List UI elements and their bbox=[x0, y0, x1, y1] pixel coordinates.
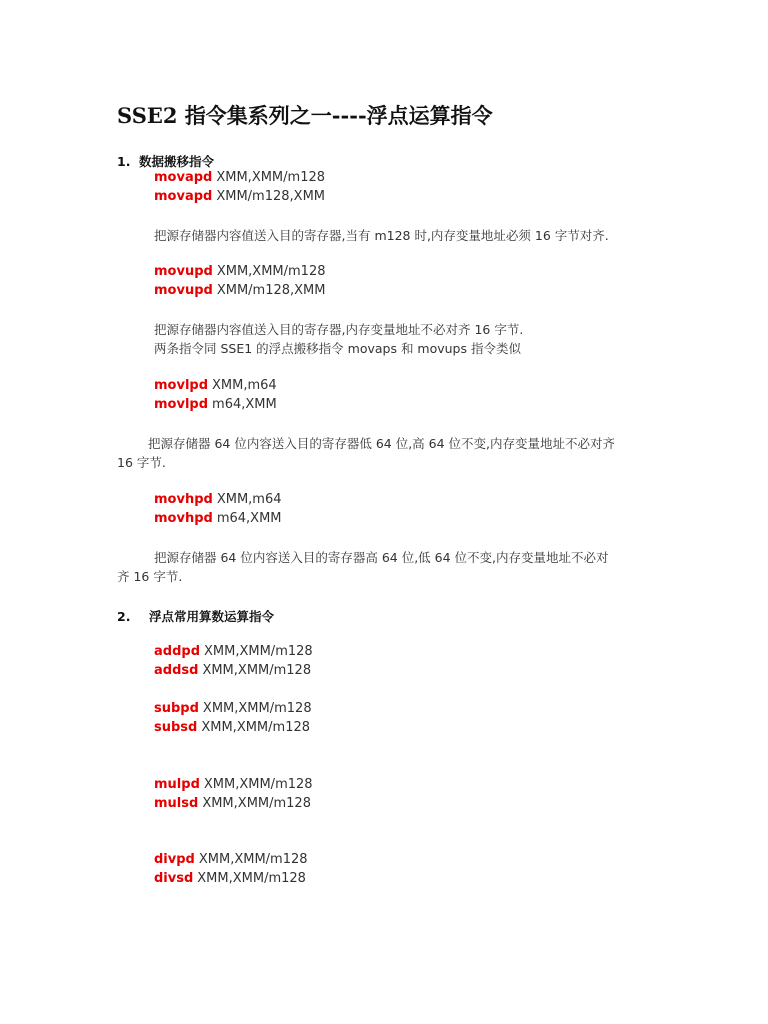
instruction-line-movhpd-2 bbox=[154, 511, 282, 526]
instruction-line-movhpd-1 bbox=[154, 492, 282, 507]
instruction-line-movupd-2 bbox=[154, 283, 326, 298]
instruction-operands: XMM,XMM/m128 bbox=[202, 796, 311, 811]
instruction-opcode: mulsd bbox=[154, 796, 199, 811]
instruction-opcode: movhpd bbox=[154, 492, 213, 507]
description-movupd-line-2: 两条指令同 SSE1 的浮点搬移指令 movaps 和 movups 指令类似 bbox=[154, 341, 521, 356]
instruction-opcode: movapd bbox=[154, 170, 213, 185]
description-movlpd-line-2: 16 字节. bbox=[117, 455, 166, 470]
description-movlpd-line-1: 把源存储器 64 位内容送入目的寄存器低 64 位,高 64 位不变,内存变量地址不必对齐 bbox=[148, 436, 616, 451]
instruction-operands: m64,XMM bbox=[216, 511, 282, 526]
instruction-opcode: divpd bbox=[154, 852, 195, 867]
page-title: SSE2 指令集系列之一----浮点运算指令 bbox=[117, 103, 493, 128]
instruction-opcode: movhpd bbox=[154, 511, 213, 526]
instruction-operands: XMM,XMM/m128 bbox=[203, 777, 313, 792]
instruction-operands: XMM,XMM/m128 bbox=[201, 720, 311, 735]
instruction-operands: XMM,m64 bbox=[212, 378, 277, 393]
instruction-opcode: movlpd bbox=[154, 378, 209, 393]
instruction-operands: m64,XMM bbox=[212, 397, 277, 412]
instruction-line-movlpd-1 bbox=[154, 378, 277, 393]
section-2-label: 浮点常用算数运算指令 bbox=[149, 609, 275, 624]
section-2-heading bbox=[117, 607, 274, 625]
instruction-line-mulsd bbox=[154, 796, 311, 811]
instruction-line-mulpd bbox=[154, 777, 313, 792]
section-1-heading bbox=[117, 152, 214, 170]
instruction-line-movupd-1 bbox=[154, 264, 326, 279]
instruction-opcode: mulpd bbox=[154, 777, 200, 792]
instruction-line-addpd bbox=[154, 644, 313, 659]
instruction-opcode: subpd bbox=[154, 701, 199, 716]
instruction-operands: XMM,XMM/m128 bbox=[202, 663, 312, 678]
description-movapd: 把源存储器内容值送入目的寄存器,当有 m128 时,内存变量地址必须 16 字节对齐. bbox=[154, 228, 609, 243]
instruction-line-divpd bbox=[154, 852, 308, 867]
instruction-opcode: movapd bbox=[154, 189, 213, 204]
description-movupd-line-1: 把源存储器内容值送入目的寄存器,内存变量地址不必对齐 16 字节. bbox=[154, 322, 524, 337]
instruction-operands: XMM,XMM/m128 bbox=[202, 701, 312, 716]
instruction-operands: XMM,XMM/m128 bbox=[204, 644, 313, 659]
section-1-number: 1. bbox=[117, 154, 131, 169]
instruction-opcode: subsd bbox=[154, 720, 198, 735]
instruction-opcode: movupd bbox=[154, 283, 213, 298]
instruction-opcode: addpd bbox=[154, 644, 200, 659]
instruction-line-divsd bbox=[154, 871, 306, 886]
instruction-operands: XMM/m128,XMM bbox=[216, 189, 326, 204]
section-2-number: 2. bbox=[117, 609, 131, 624]
instruction-opcode: divsd bbox=[154, 871, 194, 886]
instruction-operands: XMM,XMM/m128 bbox=[198, 852, 308, 867]
instruction-line-addsd bbox=[154, 663, 311, 678]
section-1-label: 数据搬移指令 bbox=[139, 154, 215, 169]
instruction-line-movlpd-2 bbox=[154, 397, 277, 412]
instruction-operands: XMM,XMM/m128 bbox=[197, 871, 306, 886]
instruction-operands: XMM,XMM/m128 bbox=[216, 170, 326, 185]
instruction-line-movapd-1 bbox=[154, 170, 325, 185]
instruction-operands: XMM,XMM/m128 bbox=[216, 264, 326, 279]
description-movhpd-line-2: 齐 16 字节. bbox=[117, 569, 183, 584]
instruction-opcode: movupd bbox=[154, 264, 213, 279]
instruction-opcode: addsd bbox=[154, 663, 199, 678]
instruction-line-movapd-2 bbox=[154, 189, 325, 204]
instruction-operands: XMM,m64 bbox=[216, 492, 282, 507]
instruction-operands: XMM/m128,XMM bbox=[216, 283, 326, 298]
instruction-opcode: movlpd bbox=[154, 397, 209, 412]
description-movhpd-line-1: 把源存储器 64 位内容送入目的寄存器高 64 位,低 64 位不变,内存变量地址不必对 bbox=[154, 550, 609, 565]
instruction-line-subpd bbox=[154, 701, 312, 716]
instruction-line-subsd bbox=[154, 720, 310, 735]
